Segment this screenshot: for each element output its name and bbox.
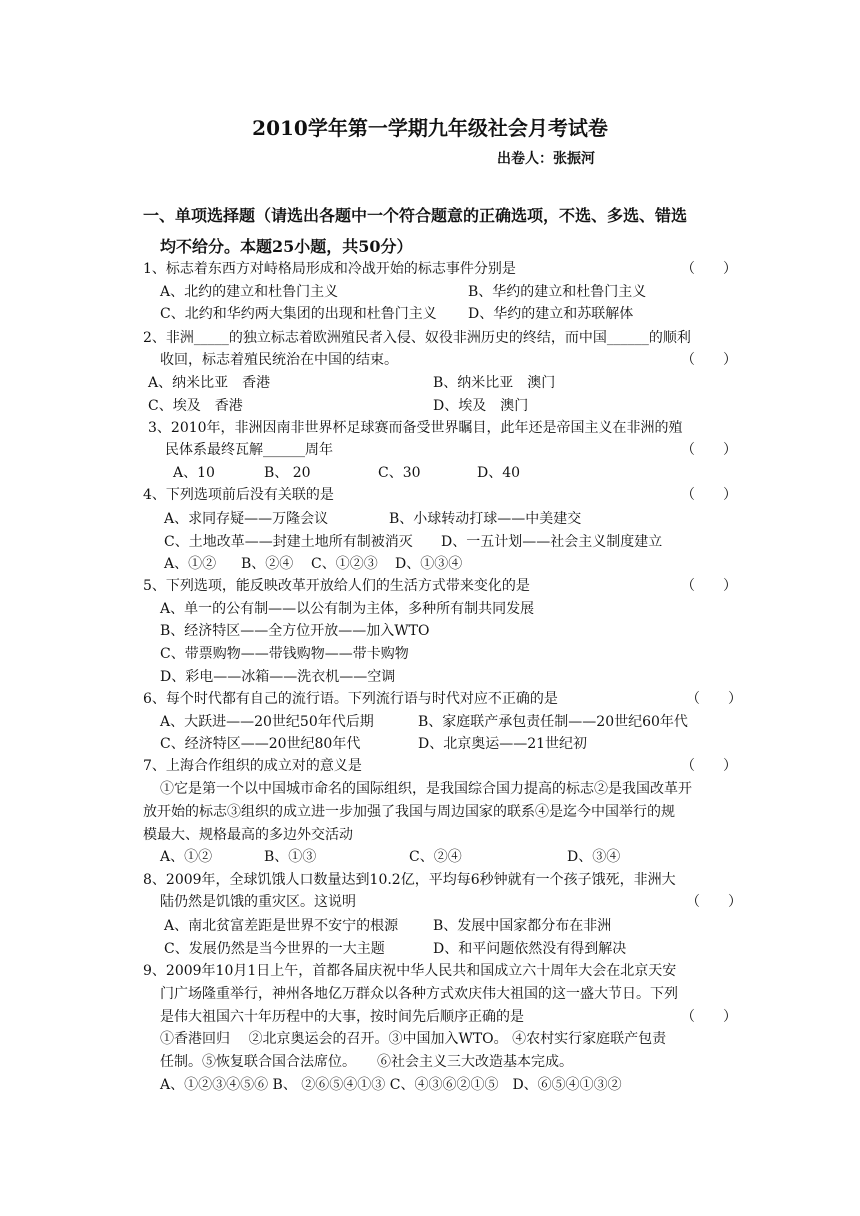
q8-option-b: B、发展中国家都分布在非洲: [433, 918, 612, 934]
q3-stem-cont: 民体系最终瓦解______周年: [165, 442, 333, 458]
q7-option-a: A、①②: [160, 849, 213, 865]
answer-paren: （ ）: [681, 1009, 737, 1025]
q1-option-b: B、华约的建立和杜鲁门主义: [468, 284, 647, 300]
q3-option-b: B、 20: [264, 465, 311, 481]
answer-paren: （ ）: [681, 442, 737, 458]
q2-stem-cont: 收回，标志着殖民统治在中国的结束。: [160, 352, 398, 368]
q6-option-b: B、家庭联产承包责任制——20世纪60年代: [418, 714, 688, 730]
q8-option-d: D、和平问题依然没有得到解决: [433, 941, 627, 957]
answer-paren: （ ）: [681, 758, 737, 774]
q1-stem: 1、标志着东西方对峙格局形成和冷战开始的标志事件分别是: [143, 261, 516, 277]
q2-option-b: B、纳米比亚 澳门: [433, 375, 556, 391]
answer-paren: （ ）: [686, 894, 742, 910]
q7-statement-line: 模最大、规格最高的多边外交活动: [143, 827, 353, 843]
q1-option-c: C、北约和华约两大集团的出现和杜鲁门主义: [160, 306, 437, 322]
q2-option-a: A、纳米比亚 香港: [148, 375, 271, 391]
q4-stem: 4、下列选项前后没有关联的是: [143, 487, 334, 503]
author-line: 出卷人：张振河: [497, 151, 595, 167]
q3-stem: 3、2010年，非洲因南非世界杯足球赛而备受世界瞩目，此年还是帝国主义在非洲的殖: [148, 420, 683, 436]
q9-stem: 9、2009年10月1日上午，首都各届庆祝中华人民共和国成立六十周年大会在北京天安: [143, 963, 677, 979]
answer-paren: （ ）: [681, 487, 737, 503]
q4-item-c: C、土地改革——封建土地所有制被消灭: [164, 534, 413, 550]
q7-stem: 7、上海合作组织的成立对的意义是: [143, 758, 362, 774]
q8-option-c: C、发展仍然是当今世界的一大主题: [164, 941, 385, 957]
section-heading: 一、单项选择题（请选出各题中一个符合题意的正确选项，不选、多选、错选: [143, 206, 688, 225]
answer-paren: （ ）: [681, 261, 737, 277]
q8-option-a: A、南北贫富差距是世界不安宁的根源: [164, 918, 399, 934]
q7-statement-line: 放开始的标志③组织的成立进一步加强了我国与周边国家的联系④是迄今中国举行的规: [143, 804, 675, 820]
q9-options: A、①②③④⑤⑥ B、 ②⑥⑤④①③ C、④③⑥②①⑤ D、⑥⑤④①③②: [160, 1077, 622, 1093]
q1-option-a: A、北约的建立和杜鲁门主义: [160, 284, 339, 300]
q8-stem: 8、2009年，全球饥饿人口数量达到10.2亿，平均每6秒钟就有一个孩子饿死，非洲大: [143, 872, 676, 888]
q4-option-c: C、①②③: [311, 556, 378, 572]
q5-option-c: C、带票购物——带钱购物——带卡购物: [160, 646, 409, 662]
q7-option-d: D、③④: [567, 849, 621, 865]
q9-event-line: 任制。⑤恢复联合国合法席位。 ⑥社会主义三大改造基本完成。: [160, 1054, 573, 1070]
section-heading-cont: 均不给分。本题25小题，共50分）: [160, 237, 413, 256]
q7-option-c: C、②④: [409, 849, 462, 865]
q2-stem: 2、非洲_____的独立标志着欧洲殖民者入侵、奴役非洲历史的终结，而中国______的顺利: [143, 330, 691, 346]
q6-option-d: D、北京奥运——21世纪初: [418, 736, 588, 752]
q4-item-d: D、一五计划——社会主义制度建立: [441, 534, 663, 550]
q9-event-line: ①香港回归 ②北京奥运会的召开。③中国加入WTO。 ④农村实行家庭联产包责: [160, 1031, 667, 1047]
q4-option-b: B、②④: [241, 556, 294, 572]
q4-item-a: A、求同存疑——万隆会议: [164, 511, 329, 527]
q3-option-d: D、40: [477, 465, 521, 481]
q6-option-a: A、大跃进——20世纪50年代后期: [160, 714, 374, 730]
answer-paren: （ ）: [681, 352, 737, 368]
q1-option-d: D、华约的建立和苏联解体: [468, 306, 634, 322]
q2-option-c: C、埃及 香港: [148, 398, 243, 414]
q5-option-d: D、彩电——冰箱——洗衣机——空调: [160, 669, 396, 685]
q5-stem: 5、下列选项，能反映改革开放给人们的生活方式带来变化的是: [143, 578, 530, 594]
q2-option-d: D、埃及 澳门: [433, 398, 529, 414]
page-title: 2010学年第一学期九年级社会月考试卷: [252, 116, 608, 140]
q7-option-b: B、①③: [264, 849, 317, 865]
q3-option-c: C、30: [378, 465, 421, 481]
q5-option-b: B、经济特区——全方位开放——加入WTO: [160, 623, 430, 639]
answer-paren: （ ）: [681, 578, 737, 594]
q4-option-a: A、①②: [164, 556, 217, 572]
q6-option-c: C、经济特区——20世纪80年代: [160, 736, 361, 752]
q8-stem-cont: 陆仍然是饥饿的重灾区。这说明: [160, 894, 356, 910]
q7-statement-line: ①它是第一个以中国城市命名的国际组织，是我国综合国力提高的标志②是我国改革开: [160, 781, 692, 797]
q4-option-d: D、①③④: [395, 556, 463, 572]
q5-option-a: A、单一的公有制——以公有制为主体，多种所有制共同发展: [160, 601, 535, 617]
answer-paren: （ ）: [686, 691, 742, 707]
q6-stem: 6、每个时代都有自己的流行语。下列流行语与时代对应不正确的是: [143, 691, 558, 707]
q4-item-b: B、小球转动打球——中美建交: [389, 511, 582, 527]
q3-option-a: A、10: [173, 465, 215, 481]
q9-stem-cont: 是伟大祖国六十年历程中的大事，按时间先后顺序正确的是: [160, 1009, 524, 1025]
q9-stem-cont: 门广场隆重举行，神州各地亿万群众以各种方式欢庆伟大祖国的这一盛大节日。下列: [160, 986, 678, 1002]
